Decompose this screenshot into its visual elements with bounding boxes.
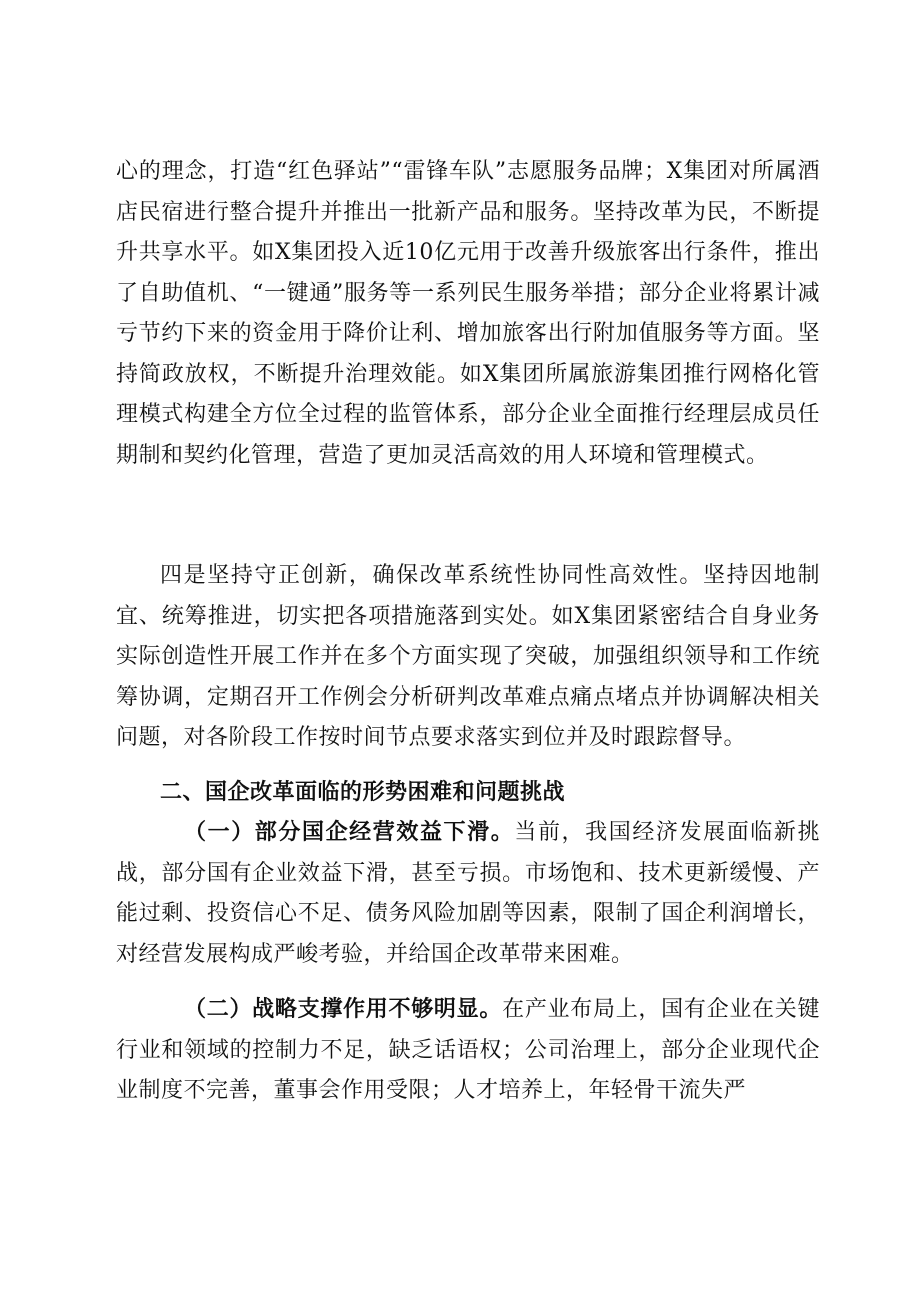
continued-paragraph-text: 心的理念，打造“红色驿站”“雷锋车队”志愿服务品牌；X集团对所属酒店民宿进行整合提升并推出一批新产品和服务。坚持改革为民，不断提升共享水平。如X集团投入近10亿元用于改善升级旅客出行条件，推出了自助值机、“一键通”服务等一系列民生服务举措；部分企业将累计减亏节约下来的资金用于降价让利、增加旅客出行附加值服务等方面。坚持简政放权，不断提升治理效能。如X集团所属旅游集团推行网格化管理模式构建全方位全过程的监管体系，部分企业全面推行经理层成员任期制和契约化管理，营造了更加灵活高效的用人环境和管理模式。 [116,159,820,468]
section-heading: 二、国企改革面临的形势困难和问题挑战 [160,779,566,805]
item-two-body: 在产业布局上，国有企业在关键行业和领域的控制力不足，缺乏话语权；公司治理上，部分企业现代企业制度不完善，董事会作用受限；人才培养上，年轻骨干流失严 [116,997,820,1103]
item-two-paragraph [116,989,820,1112]
paragraph-four-text: 四是坚持守正创新，确保改革系统性协同性高效性。坚持因地制宜、统筹推进，切实把各项措施落到实处。如X集团紧密结合自身业务实际创造性开展工作并在多个方面实现了突破，加强组织领导和工作统筹协调，定期召开工作例会分析研判改革难点痛点堵点并协调解决相关问题，对各阶段工作按时间节点要求落实到位并及时跟踪督导。 [116,563,820,750]
item-two-title: （二）战略支撑作用不够明显。 [184,996,503,1022]
continued-paragraph [116,152,820,476]
item-one-title: （一）部分国企经营效益下滑。 [184,819,515,845]
item-two-text [116,989,820,1112]
item-one-paragraph [116,812,820,975]
item-one-body: 当前，我国经济发展面临新挑战，部分国有企业效益下滑，甚至亏损。市场饱和、技术更新缓慢、产能过剩、投资信心不足、债务风险加剧等因素，限制了国企利润增长，对经营发展构成严峻考验，并给国企改革带来困难。 [116,820,820,967]
paragraph-four [116,556,820,759]
item-one-text [116,812,820,975]
